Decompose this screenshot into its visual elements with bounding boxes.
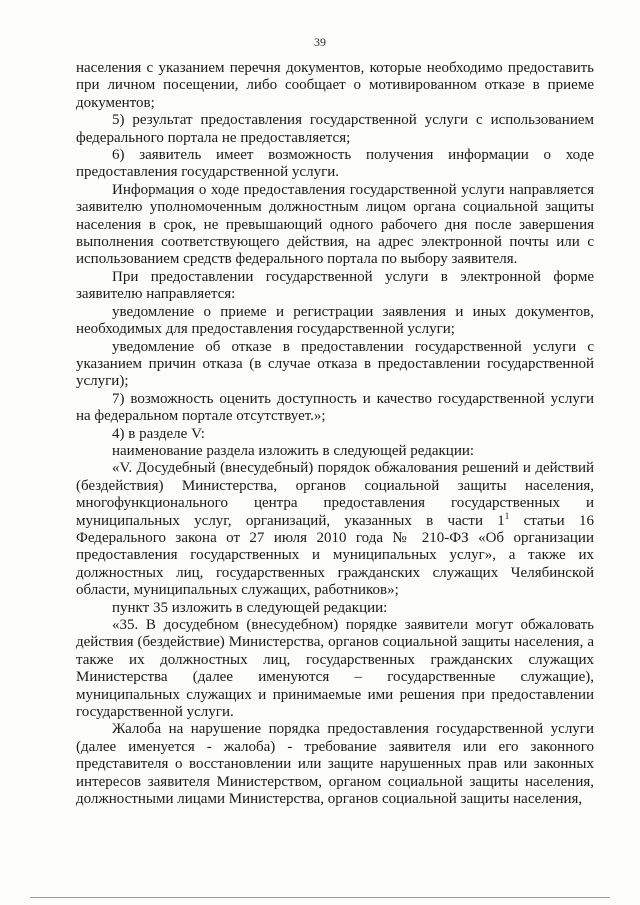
paragraph-7: уведомление об отказе в предоставлении государственной услуги с указанием причин отказа (в случае отказа в предоставлении государственной услуги); — [76, 338, 594, 390]
bottom-divider — [30, 897, 610, 898]
paragraph-13: «35. В досудебном (внесудебном) порядке заявители могут обжаловать действия (бездействие) Министерства, органов социальной защиты населения, а также их должностных лиц, государственных гражданских служащих Министерства (далее именуются – государственные служащие), муниципальных служащих и принимаемые ими решения при предоставлении государственной услуги. — [76, 617, 594, 721]
paragraph-12: пункт 35 изложить в следующей редакции: — [112, 599, 388, 616]
paragraph-14: Жалоба на нарушение порядка предоставления государственной услуги (далее именуется - жалоба) - требование заявителя или его законного представителя о восстановлении или защите нарушенных прав или законных интересов заявителя Министерством, органом социальной защиты населения, должностными лицами Министерства, органов социальной защиты населения, — [76, 721, 594, 808]
section-title-text-cont: статьи 16 Федерального закона от 27 июля 2010 года № 210-ФЗ «Об организации предоставления государственных и муниципальных услуг», а также их должностных лиц, государственных гражданских служащих Челябинской области, муниципальных служащих, работников»; — [76, 512, 594, 599]
paragraph-3: 6) заявитель имеет возможность получения информации о ходе предоставления государственной услуги. — [76, 147, 594, 181]
paragraph-4: Информация о ходе предоставления государственной услуги направляется заявителю уполномоченным должностным лицом органа социальной защиты населения в срок, не превышающий одного рабочего дня после завершения выполнения соответствующего действия, на адрес электронной почты или с использованием средств федерального портала по выбору заявителя. — [76, 181, 594, 268]
paragraph-5: При предоставлении государственной услуги в электронной форме заявителю направляется: — [76, 268, 594, 303]
superscript: 1 — [504, 510, 510, 521]
paragraph-11 — [76, 460, 594, 599]
paragraph-10: наименование раздела изложить в следующей редакции: — [112, 442, 475, 459]
paragraph-9: 4) в разделе V: — [112, 425, 205, 442]
paragraph-8: 7) возможность оценить доступность и качество государственной услуги на федеральном портале отсутствует.»; — [76, 390, 594, 425]
section-title-text: «V. Досудебный (внесудебный) порядок обжалования решений и действий (бездействия) Министерства, органов социальной защиты населения, многофункционального центра предоставления государственных и муниципальных услуг, организаций, указанных в части 1 — [76, 460, 594, 529]
paragraph-2: 5) результат предоставления государственной услуги с использованием федерального портала не предоставляется; — [76, 112, 594, 146]
paragraph-1: населения с указанием перечня документов, которые необходимо предоставить при личном посещении, либо сообщает о мотивированном отказе в приеме документов; — [76, 60, 594, 111]
document-body — [76, 60, 594, 808]
paragraph-6: уведомление о приеме и регистрации заявления и иных документов, необходимых для предоставления государственной услуги; — [76, 303, 594, 338]
page-number: 39 — [314, 35, 326, 49]
